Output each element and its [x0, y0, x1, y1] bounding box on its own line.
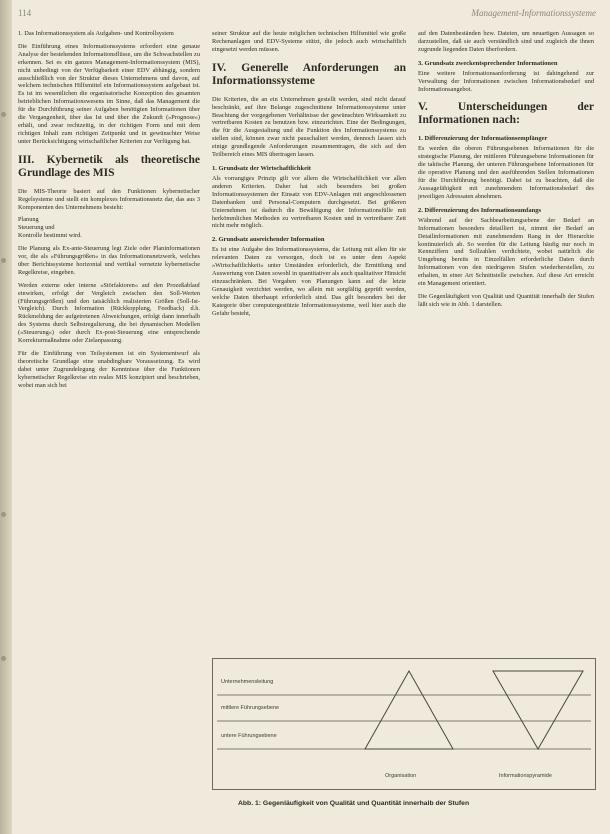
running-title: Management-Informationssysteme: [471, 8, 596, 18]
organisation-label: Organisation: [385, 773, 417, 779]
level-label-bottom: untere Führungsebene: [221, 733, 277, 739]
paragraph: Werden externe oder interne »Störfaktoren« auf den Prozeßablauf einwirken, erfolgt der Vergleich zwischen den Soll-Werten (Führungsgrößen) und den tatsächlich realisierten Größen (Soll-Ist-Vergleich). Durch Information (Rückkopplung, Feedback) d.h. Rückmeldung der aufgetretenen Abweichungen, erfolgt dann innerhalb des Systems durch Selbstregulierung, die bei dynamischen Modellen (»Steuerung«) oder durch Ex-post-Steuerung eine entsprechende Korrekturmaßnahme oder Zielanpassung.: [18, 281, 200, 345]
page-number: 114: [18, 8, 32, 18]
page-header: [14, 6, 596, 22]
column-left: [18, 30, 200, 395]
section-heading: IV. Generelle Anforderungen an Informationssysteme: [212, 61, 406, 87]
paragraph: Für die Einführung von Teilsystemen ist ein Systementwurf als theoretische Grundlage eine unabdingbare Voraussetzung. Es wird dabei unter Zugrundelegung der Kenntnisse über die Funktionen kybernetischer Regelkreise ein reales MIS konzipiert und beschrieben, wobei man sich bei: [18, 350, 200, 389]
paragraph: Es werden die oberen Führungsebenen Informationen für die strategische Planung, der mittleren Führungsebene Informationen für die taktische Planung, der unteren Führungsebene Informationen für die operative Planung und den ausführenden Stellen Informationen für die Durchführung benötigt. Dabei ist zu beachten, daß die Aussagefähigkeit mit zunehmendem Informationsbedarf des jeweiligen Adressaten abnehmen.: [418, 145, 594, 200]
subsection-heading: 1. Differenzierung der Informationsempfänger: [418, 135, 548, 143]
paragraph: Die Einführung eines Informationssystems erfordert eine genaue Analyse der bestehenden Informationsflüsse, um die Schwachstellen zu erkennen. Sei es ein ganzes Management-Informationssystem (MIS), nicht unbedingt von der Verfügbarkeit einer EDV abhängig, sondern ausschließlich von der Struktur dieses Unternehmens und davon, auf welchem technischen Hilfsmittel ein Informationssystem aufgebaut ist. Es ist im wesentlichen die organisatorische Konzeption des gesamten betrieblichen Informationswesens im Sinne, daß das Management die für die Durchführung seiner Aufgaben benötigten Informationen über die Vergangenheit, über das Ist und über die Zukunft (»Prognose«) erhält, und zwar rechtzeitig, in der richtigen Form und mit dem richtigen Inhalt zum richtigen Zeitpunkt und in gewünschter Weise unter Berücksichtigung wirtschaftlicher Kriterien zur Verfügung hat.: [18, 42, 200, 145]
level-label-middle: mittlere Führungsebene: [221, 705, 280, 711]
subsection-heading: 2. Grundsatz ausreichender Information: [212, 236, 325, 244]
paragraph: Die Kriterien, die an ein Unternehmen gestellt werden, sind nicht darauf beschränkt, auf ihre Belange zugeschnittene Informationssysteme unter Beachtung der vorgegebenen Verhältnisse der gewünschten Wirksamkeit zu vertretbaren Kosten zu benutzen bzw. einzurichten. Eine der Bedingungen, die für die Ausgestaltung und die Funktion des Informationssystems zu stellen sind, können zwar nicht pauschaliert werden, dennoch lassen sich einige grundlegende Anforderungen zusammentragen, die sich auf den Teilbereich eines MIS übertragen lassen.: [212, 95, 406, 159]
binder-hole: [1, 112, 6, 117]
component-list: Planung Steuerung und Kontrolle bestimmt wird.: [18, 216, 82, 240]
page-binding-edge: [0, 0, 12, 834]
information-label: Informationspyramide: [499, 773, 552, 779]
paragraph: Als vorrangiges Prinzip gilt vor allem die Wirtschaftlichkeit vor allen anderen Kriterien. Daher hat sich besonders bei großen Informationssystemen der Einsatz von EDV-Anlagen mit angeschlossenen Datenbanken und Personal-Computern durchgesetzt. Bei größeren Unternehmen ist dadurch die Bewältigung der Informationsfülle mit herkömmlichen Methoden zu vertretbaren Kosten und in vertretbarer Zeit nicht mehr möglich.: [212, 174, 406, 230]
subsection-heading: 1. Grundsatz der Wirtschaftlichkeit: [212, 164, 311, 172]
paragraph: Es ist eine Aufgabe des Informationssystems, die Leitung mit allen für sie relevanten Daten zu versorgen, doch ist es unter dem Aspekt »Wirtschaftlichkeit« unter Umständen erforderlich, die Ermittlung und Auswertung von Daten sowohl in quantitativer als auch qualitativer Hinsicht einzuschränken. Bei Vorgaben von Planungen kann auf die letzte Genauigkeit verzichtet werden, wo allein mit sorgfältig geprüft werden, welche Daten überhaupt erforderlich sind. Das gilt besonders bei der Kategorie über computergestützte Informationssysteme, weil hier auch die Gefahr besteht,: [212, 246, 406, 317]
column-right: [418, 30, 594, 314]
section-heading: III. Kybernetik als theoretische Grundlage des MIS: [18, 153, 200, 179]
section-heading: V. Unterscheidungen der Informationen nach:: [418, 101, 594, 127]
figure-caption: Abb. 1: Gegenläufigkeit von Qualität und Quantität innerhalb der Stufen: [238, 800, 470, 807]
paragraph: seiner Struktur auf die heute möglichen technischen Hilfsmittel wie große Rechenanlagen und EDV-Systeme stützt, die jedoch auch wirtschaftlich eingesetzt werden müssen.: [212, 30, 406, 53]
subsection-heading: 2. Differenzierung des Informationsumfangs: [418, 206, 542, 214]
paragraph: 1. Das Informationssystem als Aufgaben- und Kontrollsystem: [18, 30, 174, 37]
figure-pyramid-diagram: [212, 658, 596, 790]
paragraph: Die Gegenläufigkeit von Qualität und Quantität innerhalb der Stufen läßt sich wie in Abb. 1 darstellen.: [418, 292, 594, 308]
binder-hole: [1, 656, 6, 661]
organisation-pyramid: [365, 671, 453, 749]
paragraph: auf den Datenbeständen bzw. Dateien, um neuartigen Aussagen so darzustellen, daß sie auch verständlich sind und zugleich die ihnen zugrunde liegenden Daten überfordern.: [418, 30, 594, 53]
level-label-top: Unternehmensleitung: [221, 679, 274, 685]
subsection-heading: 3. Grundsatz zweckentsprechender Informationen: [418, 59, 558, 67]
paragraph: Eine weitere Informationsanforderung ist dahingehend zur Verwaltung der Informationen zwischen Informationsbedarf und Informationsangebot.: [418, 69, 594, 93]
paragraph: Die Planung als Ex-ante-Steuerung legt Ziele oder Planinformationen vor, die als »Führungsgrößen« in das Informationsnetzwerk, welches über Berichtssysteme horizontal und vertikal vernetzte kybernetische Regelkreise, eingeben.: [18, 245, 200, 276]
column-middle: [212, 30, 406, 322]
binder-hole: [1, 258, 6, 263]
paragraph: Die MIS-Theorie basiert auf den Funktionen kybernetischer Regelsysteme und stellt ein komplexes Informationsnetz dar, das aus 3 Komponenten des Unternehmens besteht:: [18, 187, 200, 211]
information-pyramid: [493, 671, 583, 749]
paragraph: Während auf der Sachbearbeitungsebene der Bedarf an Informationen besonders detailliert ist, nimmt der Bedarf an Detailinformationen mit zunehmendem Rang in der Hierarchie kontinuierlich ab. So werden für die Leitung häufig nur noch in Kennziffern und Sollzahlen verdichtete, wobei natürlich die Umgebung bereits in Einzelfällen erforderliche Daten durch Informationen von den niedrigeren Stufen wiederherstellen, zu erhalten, in einer Art Schnittstelle zwischen. Auf diese Art erreicht ein Management orientiert.: [418, 216, 594, 288]
binder-hole: [1, 512, 6, 517]
